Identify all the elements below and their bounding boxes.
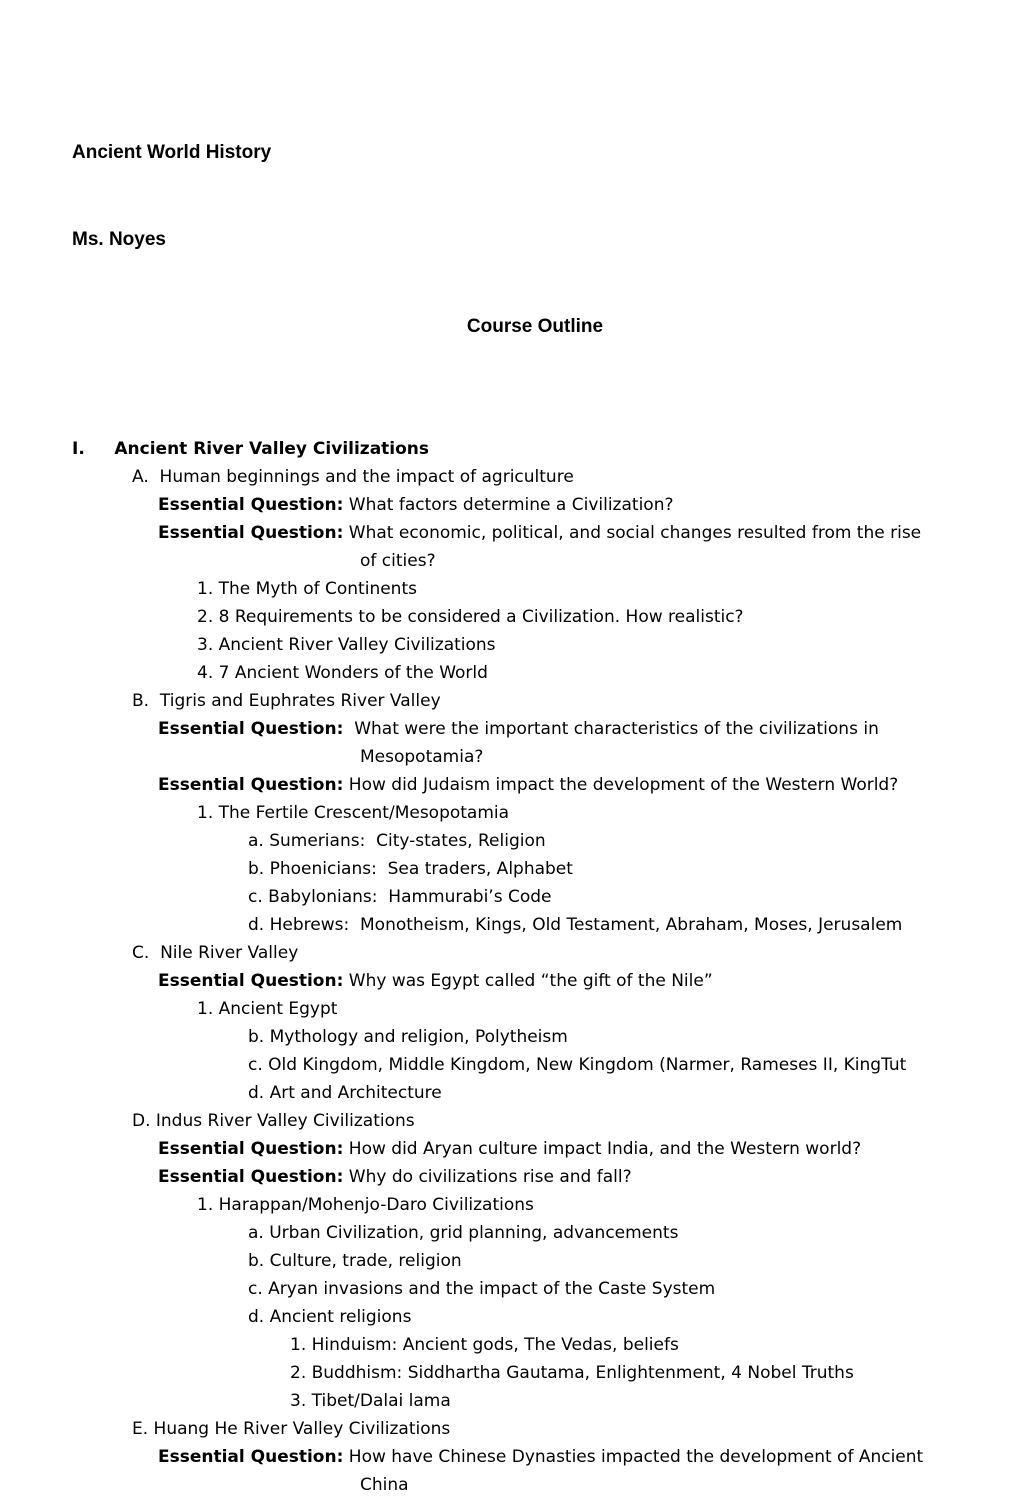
- outline-line-text: Why do civilizations rise and fall?: [343, 1167, 632, 1187]
- outline-line: [0, 1135, 1020, 1163]
- outline-line-text: 1. Ancient Egypt: [197, 999, 338, 1019]
- outline-line: [0, 1275, 1020, 1303]
- outline-line-text: 1. Hinduism: Ancient gods, The Vedas, beliefs: [290, 1335, 679, 1355]
- outline-line-text: d. Hebrews: Monotheism, Kings, Old Testament, Abraham, Moses, Jerusalem: [248, 915, 903, 935]
- outline-line: [0, 547, 1020, 575]
- outline-line: [0, 1387, 1020, 1415]
- outline-line-text: of cities?: [360, 551, 436, 571]
- outline-line-text: B. Tigris and Euphrates River Valley: [132, 691, 441, 711]
- outline-line-bold-label: Essential Question:: [158, 971, 344, 991]
- outline-line: [0, 631, 1020, 659]
- outline-line: [0, 1051, 1020, 1079]
- outline-line-text: What economic, political, and social changes resulted from the rise: [343, 523, 922, 543]
- outline-line: [0, 827, 1020, 855]
- outline-line-text: China: [360, 1475, 409, 1495]
- outline-line: [0, 659, 1020, 687]
- outline-line-text: b. Phoenicians: Sea traders, Alphabet: [248, 859, 573, 879]
- outline-line: [0, 1443, 1020, 1471]
- outline-line: [0, 435, 1020, 463]
- outline-line-bold-label: Essential Question:: [158, 495, 344, 515]
- teacher-name: Ms. Noyes: [72, 229, 166, 250]
- document-title: Course Outline: [466, 316, 604, 337]
- outline-line: [0, 1079, 1020, 1107]
- outline-line: [0, 575, 1020, 603]
- outline-line-text: 1. Harappan/Mohenjo-Daro Civilizations: [197, 1195, 534, 1215]
- outline-line-text: c. Aryan invasions and the impact of the Caste System: [248, 1279, 716, 1299]
- outline-line: [0, 1303, 1020, 1331]
- outline-line-bold-label: Essential Question:: [158, 523, 344, 543]
- outline-line-text: 3. Tibet/Dalai lama: [290, 1391, 451, 1411]
- outline-line: [0, 603, 1020, 631]
- outline-line-text: b. Mythology and religion, Polytheism: [248, 1027, 568, 1047]
- outline-line: [0, 939, 1020, 967]
- outline-line-bold-label: Essential Question:: [158, 775, 344, 795]
- outline-line: [0, 1219, 1020, 1247]
- outline-line-text: How have Chinese Dynasties impacted the development of Ancient: [343, 1447, 924, 1467]
- outline-line: [0, 1471, 1020, 1499]
- outline-line-bold-label: Essential Question:: [158, 1139, 344, 1159]
- outline-line-text: How did Judaism impact the development of the Western World?: [343, 775, 899, 795]
- outline-line: [0, 1247, 1020, 1275]
- outline-line-text: C. Nile River Valley: [132, 943, 299, 963]
- outline-line-text: D. Indus River Valley Civilizations: [132, 1111, 415, 1131]
- outline-line: [0, 491, 1020, 519]
- outline-line: [0, 519, 1020, 547]
- outline-line: [0, 911, 1020, 939]
- outline-line-text: 2. Buddhism: Siddhartha Gautama, Enlightenment, 4 Nobel Truths: [290, 1363, 854, 1383]
- outline-line-bold-label: Essential Question:: [158, 1167, 344, 1187]
- outline-line: [0, 1191, 1020, 1219]
- outline-line: [0, 687, 1020, 715]
- outline-line-text: b. Culture, trade, religion: [248, 1251, 462, 1271]
- outline-line-text: 2. 8 Requirements to be considered a Civilization. How realistic?: [197, 607, 744, 627]
- outline-line-text: d. Ancient religions: [248, 1307, 412, 1327]
- outline-line: [0, 995, 1020, 1023]
- document-header: [0, 80, 1020, 399]
- outline-line: [0, 1415, 1020, 1443]
- outline-line: [0, 799, 1020, 827]
- outline-line-text: a. Sumerians: City-states, Religion: [248, 831, 546, 851]
- outline-line-text: Mesopotamia?: [360, 747, 484, 767]
- outline-line-text: 1. The Fertile Crescent/Mesopotamia: [197, 803, 510, 823]
- outline-line-text: 3. Ancient River Valley Civilizations: [197, 635, 496, 655]
- outline-line: [0, 463, 1020, 491]
- outline-line-text: Why was Egypt called “the gift of the Nile”: [343, 971, 713, 991]
- outline-line-bold-label: Essential Question:: [158, 1447, 344, 1467]
- outline-line-text: 4. 7 Ancient Wonders of the World: [197, 663, 488, 683]
- outline-line: [0, 715, 1020, 743]
- outline-line-text: E. Huang He River Valley Civilizations: [132, 1419, 451, 1439]
- outline-line: [0, 1163, 1020, 1191]
- outline-line-text: What factors determine a Civilization?: [343, 495, 674, 515]
- outline-line-text: 1. The Myth of Continents: [197, 579, 417, 599]
- outline-line: [0, 1023, 1020, 1051]
- outline-line-text: What were the important characteristics of the civilizations in: [343, 719, 879, 739]
- outline-line: [0, 883, 1020, 911]
- outline-line: [0, 1359, 1020, 1387]
- outline-line-text: c. Babylonians: Hammurabi’s Code: [248, 887, 552, 907]
- outline-line-text: c. Old Kingdom, Middle Kingdom, New Kingdom (Narmer, Rameses II, KingTut: [248, 1055, 907, 1075]
- outline-line-bold-label: Essential Question:: [158, 719, 344, 739]
- outline-line-bold-label: I. Ancient River Valley Civilizations: [72, 439, 430, 459]
- outline-line-text: A. Human beginnings and the impact of agriculture: [132, 467, 574, 487]
- outline-line: [0, 967, 1020, 995]
- course-outline: [0, 435, 1020, 1499]
- outline-line-text: d. Art and Architecture: [248, 1083, 442, 1103]
- course-name: Ancient World History: [72, 142, 272, 163]
- outline-line-text: How did Aryan culture impact India, and the Western world?: [343, 1139, 862, 1159]
- outline-line: [0, 771, 1020, 799]
- outline-line: [0, 855, 1020, 883]
- outline-line: [0, 1331, 1020, 1359]
- outline-line: [0, 743, 1020, 771]
- outline-line: [0, 1107, 1020, 1135]
- outline-line-text: a. Urban Civilization, grid planning, advancements: [248, 1223, 679, 1243]
